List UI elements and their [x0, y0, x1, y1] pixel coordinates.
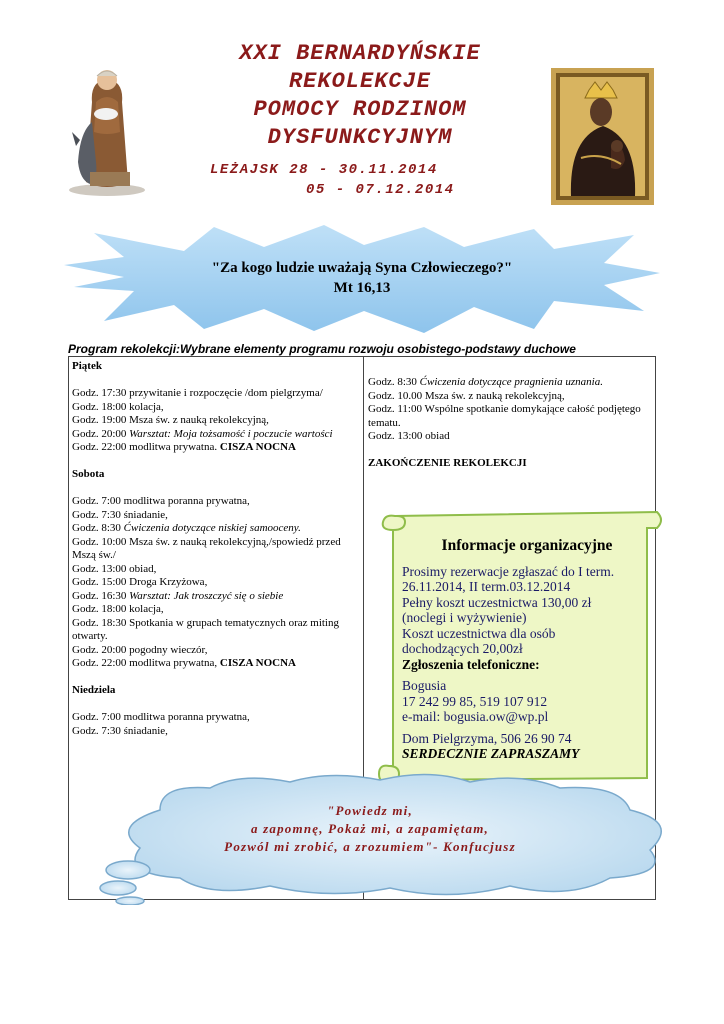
date-line-2: 05 - 07.12.2014 [306, 182, 455, 198]
quote-line-1: "Za kogo ludzie uważają Syna Człowieczego?" [211, 260, 513, 276]
title-line-1: XXI BERNARDYŃSKIE [239, 41, 481, 66]
schedule-item: Godz. 13:00 obiad [368, 430, 450, 442]
retreat-dates [210, 160, 510, 200]
schedule-item: Godz. 7:30 śniadanie, [72, 508, 168, 521]
program-heading: Program rekolekcji:Wybrane elementy programu rozwoju osobistego-podstawy duchowe [68, 342, 576, 356]
schedule-time: Godz. 8:30 [368, 376, 420, 388]
info-line: Pełny koszt uczestnictwa 130,00 zł [402, 594, 592, 610]
schedule-item [72, 590, 358, 604]
day-heading-friday: Piątek [72, 360, 102, 372]
title-line-3: POMOCY RODZINOM [253, 97, 467, 122]
schedule-time: Godz. 8:30 [72, 522, 124, 534]
workshop-title: Warsztat: Moja tożsamość i poczucie wartości [129, 427, 333, 440]
schedule-time: Godz. 16:30 [72, 589, 130, 602]
invitation-text: SERDECZNIE ZAPRASZAMY [402, 746, 580, 761]
contact-name: Bogusia [402, 678, 447, 693]
schedule-item: Godz. 7:30 śniadanie, [72, 724, 168, 737]
schedule-item: Godz. 17:30 przywitanie i rozpoczęcie /dom pielgrzyma/ [72, 387, 323, 399]
schedule-item [72, 441, 358, 455]
pilgrim-house-phone: Dom Pielgrzyma, 506 26 90 74 [402, 730, 572, 746]
bible-quote [120, 258, 604, 298]
schedule-time: Godz. 20:00 [72, 427, 130, 440]
schedule-item: Godz. 10.00 Msza św. z nauką rekolekcyjną, [368, 389, 565, 402]
schedule-item [72, 522, 358, 536]
retreat-end-label: ZAKOŃCZENIE REKOLEKCJI [368, 457, 527, 469]
quiet-night-label: CISZA NOCNA [219, 657, 296, 669]
cloud-line-2: a zapomnę, Pokaż mi, a zapamiętam, [251, 821, 489, 836]
workshop-title: Warsztat: Jak troszczyć się o siebie [129, 589, 284, 602]
schedule-item [72, 657, 358, 671]
program-right-column [368, 376, 652, 471]
day-heading-saturday: Sobota [72, 468, 105, 480]
title-line-4: DYSFUNKCYJNYM [267, 125, 453, 150]
organizational-info [402, 538, 652, 762]
retreat-title [205, 40, 515, 152]
schedule-time: Godz. 22:00 modlitwa prywatna, [72, 657, 220, 669]
quiet-night-label: CISZA NOCNA [219, 441, 296, 453]
quote-line-2: Mt 16,13 [333, 280, 391, 296]
program-left-column [72, 360, 358, 738]
info-line: (noclegi i wyżywienie) [402, 610, 527, 625]
date-line-1: LEŻAJSK 28 - 30.11.2014 [210, 162, 438, 178]
schedule-item: Godz. 18:00 kolacja, [72, 603, 164, 615]
info-line: Prosimy rezerwacje zgłaszać do I term. [402, 563, 615, 579]
schedule-item: Godz. 15:00 Droga Krzyżowa, [72, 576, 208, 588]
schedule-item [72, 428, 358, 442]
day-heading-sunday: Niedziela [72, 684, 116, 696]
cloud-line-1: "Powiedz mi, [327, 803, 413, 818]
schedule-item: Godz. 18:30 Spotkania w grupach tematycznych oraz miting otwarty. [72, 616, 339, 642]
contact-phones: 17 242 99 85, 519 107 912 [402, 693, 548, 709]
title-line-2: REKOLEKCJE [288, 69, 432, 94]
info-line: Koszt uczestnictwa dla osób [402, 625, 556, 641]
schedule-item: Godz. 13:00 obiad, [72, 562, 157, 575]
saint-francis-figure-image [62, 62, 152, 197]
info-line: 26.11.2014, II term.03.12.2014 [402, 579, 571, 594]
madonna-icon-image [551, 68, 654, 205]
schedule-item: Godz. 7:00 modlitwa poranna prywatna, [72, 495, 250, 507]
info-heading: Informacje organizacyjne [441, 537, 613, 554]
schedule-time: Godz. 22:00 modlitwa prywatna. [72, 441, 220, 453]
info-line: dochodzących 20,00zł [402, 641, 523, 656]
schedule-item: Godz. 18:00 kolacja, [72, 400, 164, 413]
schedule-item: Godz. 19:00 Msza św. z nauką rekolekcyjną, [72, 414, 269, 426]
schedule-item: Godz. 11:00 Wspólne spotkanie domykające całość podjętego tematu. [368, 403, 641, 429]
exercise-title: Ćwiczenia dotyczące niskiej samooceny. [123, 522, 301, 534]
schedule-item: Godz. 10:00 Msza św. z nauką rekolekcyjną,/spowiedź przed Mszą św./ [72, 535, 341, 561]
schedule-item: Godz. 7:00 modlitwa poranna prywatna, [72, 711, 250, 723]
confucius-quote [150, 802, 590, 856]
phone-registration-label: Zgłoszenia telefoniczne: [402, 656, 540, 672]
cloud-line-3: Pozwól mi zrobić, a zrozumiem"- Konfucjusz [224, 839, 516, 854]
exercise-title: Ćwiczenia dotyczące pragnienia uznania. [419, 376, 603, 388]
schedule-item: Godz. 20:00 pogodny wieczór, [72, 643, 208, 656]
contact-email: e-mail: bogusia.ow@wp.pl [402, 709, 549, 724]
schedule-item [368, 376, 652, 390]
